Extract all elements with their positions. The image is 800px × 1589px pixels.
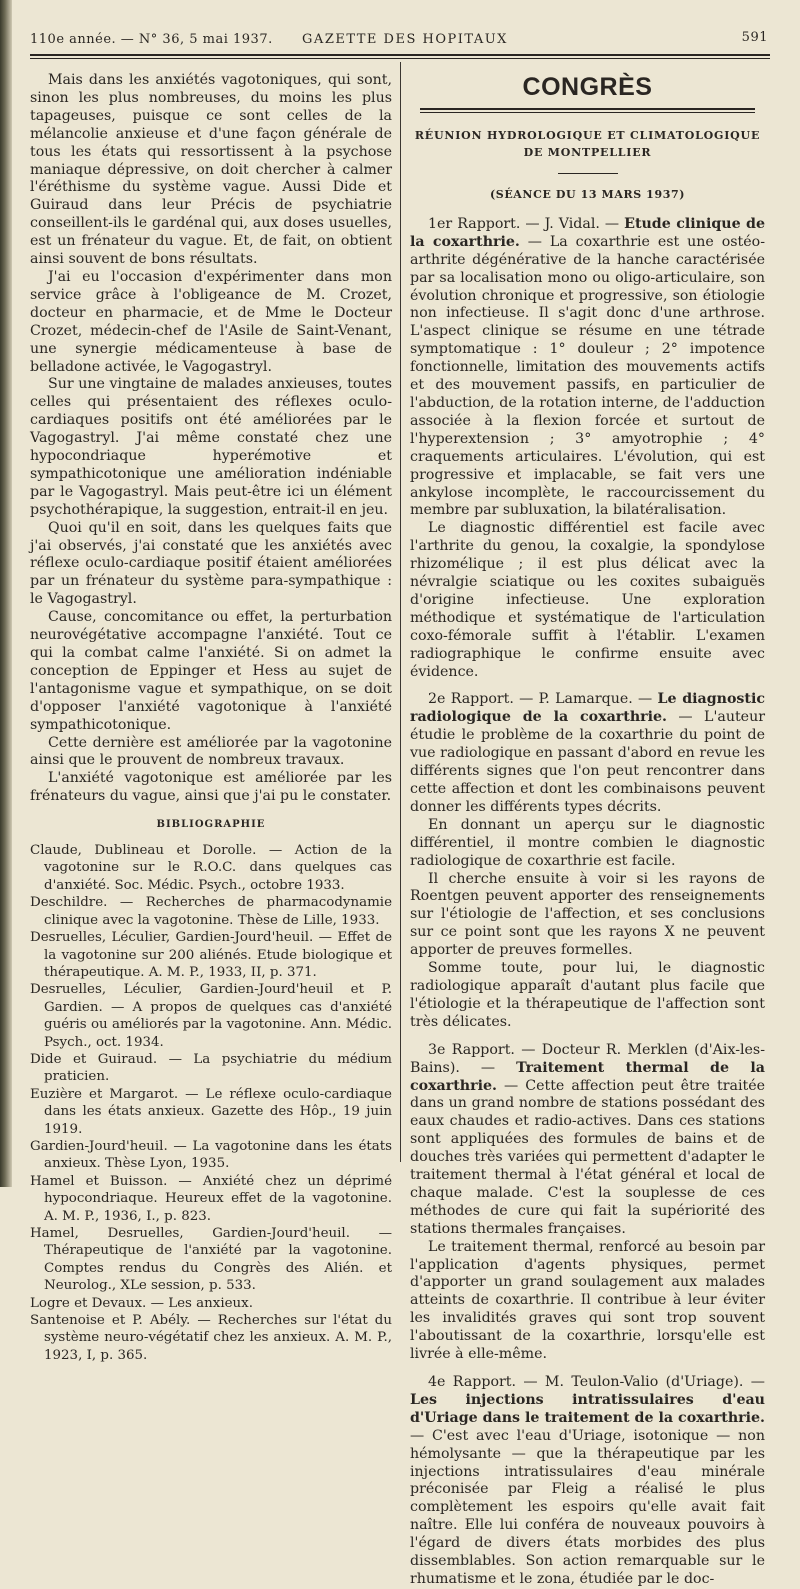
- paragraph: Cause, concomitance ou effet, la perturbation neurovégétative accompagne l'anxiété. Tout ce qui la combat calme l'anxiété. Si on admet la conception de Eppinger et Hess au sujet de l'antagonisme vague et sympathique, on se doit d'opposer l'anxiété vagotonique à l'anxiété sympathicotonique.: [30, 609, 392, 733]
- meeting-title-line: RÉUNION HYDROLOGIQUE ET CLIMATOLOGIQUE: [414, 129, 761, 142]
- bibliography-entry: Hamel et Buisson. — Anxiété chez un déprimé hypocondriaque. Heureux effet de la vagotonine. A. M. P., 1936, I., p. 823.: [30, 1173, 392, 1224]
- bibliography-entry: Deschildre. — Recherches de pharmacodynamie clinique avec la vagotonine. Thèse de Lille, 1933.: [30, 895, 392, 928]
- bibliography-entry: Desruelles, Léculier, Gardien-Jourd'heuil. — Effet de la vagotonine sur 200 aliénés. Etude biologique et thérapeutique. A. M. P., 1933, II, p. 371.: [30, 930, 392, 980]
- report-paragraph: [410, 1042, 765, 1239]
- report-1: [410, 216, 765, 682]
- report-3: [410, 1042, 765, 1364]
- report-paragraph: Le traitement thermal, renforcé au besoin par l'application d'agents physiques, permet d'apporter un grand soulagement aux malades atteints de coxarthrie. Il contribue à leur éviter les invalidités graves qui sont trop souvent l'aboutissant de la coxarthrie, lorsqu'elle est livrée à elle-même.: [410, 1238, 765, 1363]
- report-head: 2e Rapport. — P. Lamarque. —: [428, 691, 653, 708]
- report-head: 3e Rapport. — Docteur R. Merklen (d'Aix-les-Bains). —: [410, 1041, 765, 1076]
- report-text: — C'est avec l'eau d'Uriage, isotonique — non hémolysante — que la thérapeutique par les injections intratissulaires d'eau minérale préconisée par Fleig a réalisé le plus complètement les espoirs qu'elle avait fait naître. Elle lui conféra de nouveaux pouvoirs à l'égard de divers états morbides des plus dissemblables. Son action remarquable sur le rhumatisme et le zona, étudiée par le doc-: [410, 1427, 765, 1587]
- bibliography-entry: Logre et Devaux. — Les anxieux.: [30, 1295, 253, 1311]
- page-binding-edge: [0, 0, 12, 1187]
- report-paragraph: Somme toute, pour lui, le diagnostic radiologique apparaît d'autant plus facile que l'étiologie et la thérapeutique de l'affection sont très délicates.: [410, 960, 765, 1030]
- report-paragraph: Le diagnostic différentiel est facile avec l'arthrite du genou, la coxalgie, la spondylose rhizomélique ; il est plus délicat avec la névralgie sciatique ou les coxites subaiguës d'origine infectieuse. Une exploration méthodique et systématique de l'articulation coxo-fémorale suffit à l'établir. L'examen radiographique le confirme ensuite avec évidence.: [410, 520, 765, 680]
- running-header: [30, 26, 780, 54]
- section-title: CONGRÈS: [522, 73, 653, 101]
- session-date: (SÉANCE DU 13 MARS 1937): [489, 188, 686, 201]
- report-text: — La coxarthrie est une ostéo-arthrite dégénérative de la hanche caractérisée par sa localisation mono ou oligo-articulaire, son évolution chronique et progressive, son étiologie non infectieuse. Il s'agit donc d'une arthrose. L'aspect clinique se résume en une tétrade symptomatique : 1° douleur ; 2° impotence fonctionnelle, limitation des mouvements actifs et des mouvement passifs, en particulier de l'abduction, de la rotation interne, de l'adduction associée à la flexion forcée et surtout de l'hyperextension ; 3° amyotrophie ; 4° craquements articulaires. L'évolution, qui est progressive et implacable, se fait vers une ankylose incomplète, le raccourcissement du membre par subluxation, la bilatéralisation.: [410, 233, 765, 519]
- column-divider: [400, 62, 401, 1162]
- report-2: [410, 691, 765, 1031]
- report-title: Etude clinique de la coxarthrie.: [410, 215, 765, 250]
- paragraph: J'ai eu l'occasion d'expérimenter dans mon service grâce à l'obligeance de M. Crozet, docteur en pharmacie, et de Mme le Docteur Crozet, médecin-chef de l'Asile de Saint-Venant, une synergie médicamenteuse à base de belladone activée, le Vagogastryl.: [30, 268, 392, 375]
- header-page-number: 591: [741, 30, 768, 45]
- bibliography-entry: Dide et Guiraud. — La psychiatrie du médium praticien.: [30, 1051, 392, 1085]
- report-head: 4e Rapport. — M. Teulon-Valio (d'Uriage). —: [428, 1374, 765, 1390]
- report-paragraph: [410, 691, 765, 816]
- paragraph: L'anxiété vagotonique est améliorée par les frénateurs du vague, ainsi que j'ai pu le constater.: [30, 770, 392, 805]
- report-title: Les injections intratissulaires d'eau d'Uriage dans le traitement de la coxarthrie.: [410, 1391, 765, 1426]
- meeting-title: [410, 127, 765, 161]
- report-paragraph: [410, 216, 765, 520]
- section-rule: [420, 108, 755, 110]
- report-title: Le diagnostic radiologique de la coxarthrie.: [410, 691, 765, 726]
- paragraph: Quoi qu'il en soit, dans les quelques faits que j'ai observés, j'ai constaté que les anxiétés avec réflexe oculo-cardiaque positif étaient améliorées par un frénateur du système para-sympathique : le Vagogastryl.: [30, 519, 392, 608]
- bibliography-entry: Gardien-Jourd'heuil. — La vagotonine dans les états anxieux. Thèse Lyon, 1935.: [30, 1138, 392, 1172]
- header-rule-thin: [30, 58, 770, 59]
- report-text: — L'auteur étudie le problème de la coxarthrie du point de vue radiologique en passant d'abord en revue les différents signes que l'on peut rencontrer dans cette affection et dont les combinaisons peuvent donner les différents types décrits.: [410, 709, 765, 815]
- paragraph: Mais dans les anxiétés vagotoniques, qui sont, sinon les plus nombreuses, du moins les plus tapageuses, puisque ce sont celles de la mélancolie anxieuse et d'une façon générale de tous les états qui ressortissent à la psychose maniaque dépressive, on doit chercher à calmer l'éréthisme du système vague. Aussi Dide et Guiraud dans leur Précis de psychiatrie conseillent-ils le gardénal qui, aux doses usuelles, est un frénateur du vague. Et, de fait, on obtient ainsi souvent de bons résultats.: [30, 72, 392, 268]
- report-4: [410, 1374, 765, 1589]
- meeting-title-line: DE MONTPELLIER: [523, 146, 652, 159]
- report-paragraph: Il cherche ensuite à voir si les rayons de Roentgen peuvent apporter des renseignements sur l'étiologie de l'affection, et ses conclusions sur ce point sont que les rayons X ne peuvent apporter de preuves formelles.: [410, 870, 765, 959]
- bibliography-title: BIBLIOGRAPHIE: [156, 819, 266, 831]
- bibliography-list: [30, 842, 392, 1364]
- meeting-rule: [558, 173, 618, 174]
- report-head: 1er Rapport. — J. Vidal. —: [428, 215, 620, 232]
- report-paragraph: En donnant un aperçu sur le diagnostic différentiel, il montre combien le diagnostic radiologique de coxarthrie est facile.: [410, 816, 765, 869]
- bibliography-entry: Hamel, Desruelles, Gardien-Jourd'heuil. — Thérapeutique de l'anxiété par la vagotonine. Comptes rendus du Congrès des Alién. et Neurolog., XLe session, p. 533.: [30, 1226, 392, 1294]
- header-rule: [30, 54, 770, 56]
- header-issue-info: 110e année. — N° 36, 5 mai 1937.: [30, 32, 273, 47]
- left-column: [30, 72, 392, 1364]
- report-text: — Cette affection peut être traitée dans un grand nombre de stations possédant des eaux chaudes et radio-actives. Dans ces stations sont appliquées des formules de bains et de douches très variées qui permettent d'adapter le traitement thermal à l'état général et local de chaque malade. C'est la souplesse de ces méthodes de cure qui fait la supériorité des stations thermales françaises.: [410, 1077, 765, 1237]
- header-journal-title: GAZETTE DES HOPITAUX: [302, 32, 508, 47]
- report-paragraph: [410, 1374, 765, 1589]
- bibliography-entry: Euzière et Margarot. — Le réflexe oculo-cardiaque dans les états anxieux. Gazette des Hôp., 19 juin 1919.: [30, 1086, 392, 1137]
- bibliography-entry: Claude, Dublineau et Dorolle. — Action de la vagotonine sur le R.O.C. dans quelques cas d'anxiété. Soc. Médic. Psych., octobre 1933.: [30, 843, 392, 893]
- paragraph: Cette dernière est améliorée par la vagotonine ainsi que le prouvent de nombreux travaux.: [30, 734, 392, 769]
- bibliography-entry: Santenoise et P. Abély. — Recherches sur l'état du système neuro-végétatif chez les anxieux. A. M. P., 1923, I, p. 365.: [30, 1313, 392, 1363]
- section-rule-thin: [420, 112, 755, 113]
- bibliography-entry: Desruelles, Léculier, Gardien-Jourd'heuil et P. Gardien. — A propos de quelques cas d'anxiété guéris ou améliorés par la vagotonine. Ann. Médic. Psych., oct. 1934.: [30, 982, 392, 1050]
- right-column: [410, 72, 765, 1589]
- paragraph: Sur une vingtaine de malades anxieuses, toutes celles qui présentaient des réflexes oculo-cardiaques positifs ont été améliorées par le Vagogastryl. J'ai même constaté chez une hypocondriaque hyperémotive et sympathicotonique une amélioration indéniable par le Vagogastryl. Mais peut-être ici un élément psychothérapique, la suggestion, entrait-il en jeu.: [30, 376, 392, 518]
- report-title: Traitement thermal de la coxarthrie.: [410, 1059, 765, 1094]
